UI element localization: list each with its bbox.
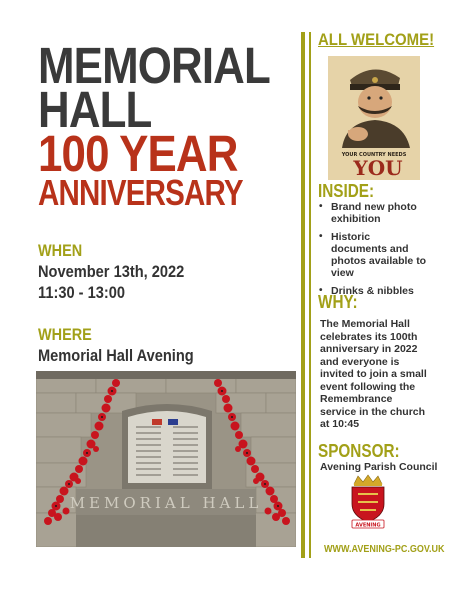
sponsor-name: Avening Parish Council	[320, 461, 438, 473]
when-heading: WHEN	[38, 241, 83, 260]
inside-item: • Historic documents and photos available to view	[318, 231, 428, 279]
parish-crest	[346, 474, 390, 530]
poster-caption: YOUR COUNTRY NEEDS	[341, 152, 407, 158]
title-line-anniversary: ANNIVERSARY	[38, 172, 243, 213]
why-heading: WHY:	[318, 292, 358, 312]
title-line-memorial: MEMORIAL	[38, 37, 270, 94]
inside-item: • Brand new photo exhibition	[318, 201, 428, 225]
when-time: 11:30 - 13:00	[38, 283, 125, 302]
divider-thin	[309, 32, 311, 558]
why-text: The Memorial Hall celebrates its 100th anniversary in 2022 and everyone is invited to join a small event following the Remembrance service in the church at 10:45	[320, 318, 427, 430]
photo-inscription: MEMORIAL HALL	[69, 494, 263, 512]
crest-label: AVENING	[355, 522, 381, 529]
where-place: Memorial Hall Avening	[38, 346, 194, 365]
inside-heading: INSIDE:	[318, 181, 375, 201]
title-line-100-year: 100 YEAR	[38, 125, 238, 182]
poster-you: YOU	[353, 156, 403, 180]
when-date: November 13th, 2022	[38, 262, 185, 281]
divider-thick	[301, 32, 305, 558]
sponsor-heading: SPONSOR:	[318, 441, 400, 461]
title-line-hall: HALL	[38, 81, 152, 138]
kitchener-poster	[328, 56, 420, 180]
inside-item: • Drinks & nibbles	[318, 285, 428, 297]
website-link[interactable]: WWW.AVENING-PC.GOV.UK	[324, 544, 445, 555]
where-heading: WHERE	[38, 325, 92, 344]
memorial-hall-photo	[36, 371, 296, 547]
all-welcome-heading: ALL WELCOME!	[318, 30, 435, 49]
inside-list	[318, 201, 428, 303]
poster-title	[38, 37, 288, 213]
